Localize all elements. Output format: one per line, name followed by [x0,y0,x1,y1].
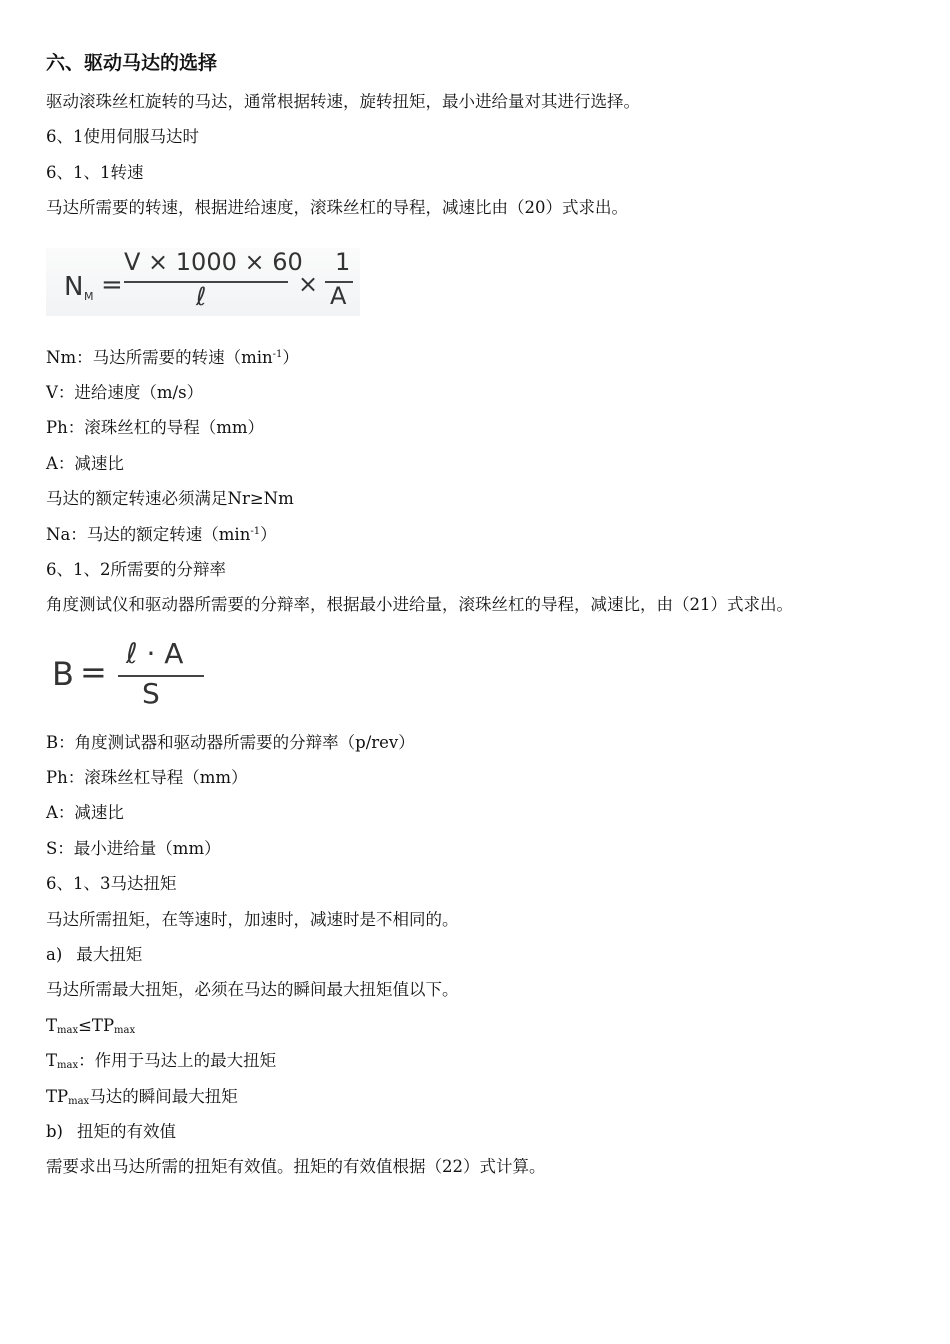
formula1-lhs: N [64,271,84,302]
item-b-text: 扭矩的有效值 [77,1121,176,1141]
formula1-num2: 1 [335,247,351,276]
torque-description: 马达所需扭矩，在等速时，加速时，减速时是不相同的。 [46,909,459,929]
speed-description: 马达所需要的转速，根据进给速度，滚珠丝杠的导程，减速比由（20）式求出。 [46,198,628,218]
item-a-marker: a) [46,945,63,965]
formula1-times: × [298,269,319,298]
subsection-6-1-2: 6、1、2所需要的分辩率 [46,559,226,579]
effective-torque-description: 需要求出马达所需的扭矩有效值。扭矩的有效值根据（22）式计算。 [46,1157,546,1177]
resolution-description: 角度测试仪和驱动器所需要的分辩率，根据最小进给量，滚珠丝杠的导程，减速比，由（21）式求出。 [46,595,793,615]
def-ph-2: Ph：滚珠丝杠导程（mm） [46,768,248,788]
torque-inequality: $T_{max}\le TP_{max}$ [46,1015,136,1036]
def-v: V：进给速度（m/s） [46,382,204,402]
def-ph: Ph：滚珠丝杠的导程（mm） [46,418,265,438]
def-s: S：最小进给量（mm） [46,838,221,858]
intro-paragraph: 驱动滚珠丝杠旋转的马达，通常根据转速，旋转扭矩，最小进给量对其进行选择。 [46,92,640,111]
section-heading: 六、驱动马达的选择 [46,52,218,74]
subsection-6-1: 6、1使用伺服马达时 [46,127,199,147]
formula2-numerator: ℓ · A [126,636,184,670]
formula1-den2: A [330,281,347,310]
subsection-6-1-3: 6、1、3马达扭矩 [46,874,177,894]
def-b: B：角度测试器和驱动器所需要的分辩率（p/rev） [46,732,415,752]
item-a-text: 最大扭矩 [76,945,143,965]
formula1-eq: = [101,269,123,300]
resolution-formula [46,635,210,713]
def-na: Na：马达的额定转速$(\min^{-1})$ [46,524,277,544]
item-a [46,937,916,972]
document-page [46,42,916,1185]
formula1-denominator: ℓ [196,281,207,311]
formula1-lhs-sub: M [84,289,94,303]
def-tmax: $T_{max}$：作用于马达上的最大扭矩 [46,1051,277,1072]
subsection-6-1-1: 6、1、1转速 [46,162,144,182]
speed-formula [46,248,360,316]
formula1-numerator: V × 1000 × 60 [124,247,303,276]
item-b-marker: b) [46,1121,63,1141]
def-nm: Nm：马达所需要的转速$(\min^{-1})$ [46,347,299,367]
formula2-lhs: B [52,654,74,693]
def-a-2: A：减速比 [46,803,124,823]
item-b [46,1114,916,1149]
def-tpmax: $TP_{max}$马达的瞬间最大扭矩 [46,1086,238,1107]
formula2-eq: = [80,652,107,691]
formula2-fraction-bar [118,675,204,677]
max-torque-description: 马达所需最大扭矩，必须在马达的瞬间最大扭矩值以下。 [46,980,459,1000]
formula2-denominator: S [142,676,160,710]
speed-condition: 马达的额定转速必须满足Nr≥Nm [46,489,294,509]
def-a: A：减速比 [46,453,124,473]
